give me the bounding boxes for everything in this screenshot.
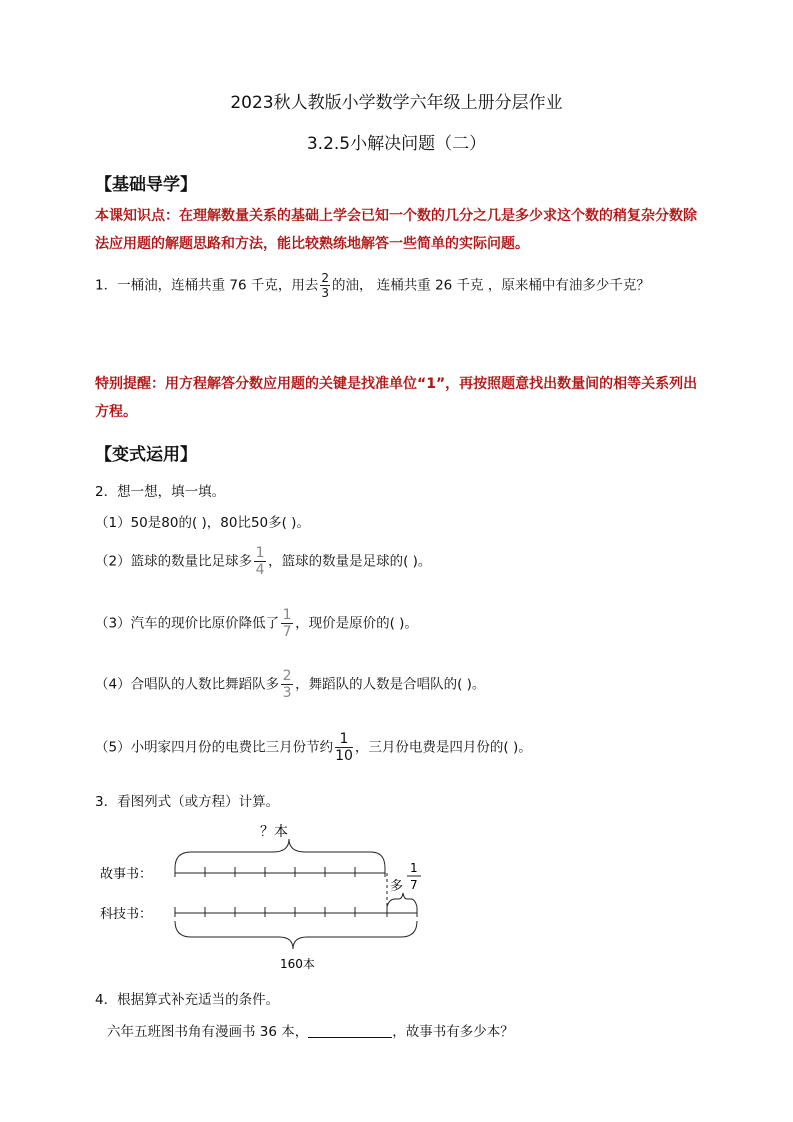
question-4-text-pre: 六年五班图书角有漫画书 36 本，: [107, 1024, 309, 1040]
section-heading-basic: 【基础导学】: [95, 175, 197, 195]
question-2-item-1: （1）50是80的( )，80比50多( )。: [95, 515, 310, 531]
document-title: 2023秋人教版小学数学六年级上册分层作业: [230, 93, 563, 113]
bottom-brace: [175, 921, 417, 949]
total-books-label: 160本: [280, 957, 315, 971]
item-text-pre: （5）小明家四月份的电费比三月份节约: [95, 739, 334, 756]
answer-blank[interactable]: [308, 1037, 392, 1038]
fraction-denominator: 7: [282, 624, 292, 640]
more-label: 多: [390, 879, 404, 894]
question-2-item-2: [95, 546, 431, 577]
knowledge-point-text: 本课知识点：在理解数量关系的基础上学会已知一个数的几分之几是多少求这个数的稍复杂分数除法应用题的解题思路和方法，能比较熟练地解答一些简单的实际问题。: [95, 208, 697, 252]
section-heading-variant: 【变式运用】: [95, 445, 197, 465]
question-3-stem: 3．看图列式（或方程）计算。: [95, 794, 280, 810]
fraction-numerator: 1: [255, 545, 265, 561]
fraction-numerator: 2: [321, 271, 329, 285]
fraction-two-thirds: [281, 669, 293, 700]
document-subtitle: 3.2.5小解决问题（二）: [306, 134, 487, 154]
item-text-post: ，篮球的数量是足球的( )。: [268, 553, 432, 570]
fraction-denominator: 3: [282, 685, 292, 701]
question-1-text-b: 的油， 连桶共重 26 千克 ，原来桶中有油多少千克？: [332, 277, 650, 294]
story-books-ticks: [175, 867, 385, 877]
fraction-numerator: 1: [282, 607, 292, 623]
item-text-post: ，舞蹈队的人数是合唱队的( )。: [295, 676, 486, 693]
small-brace: [387, 893, 417, 907]
unknown-books-label: ？本: [260, 824, 288, 840]
fraction-one-tenth: [335, 732, 353, 763]
question-4-line: [107, 1020, 514, 1040]
question-2-item-3: [95, 608, 418, 639]
question-2-item-5: [95, 732, 532, 763]
fraction-one-quarter: [254, 546, 266, 577]
fraction-numerator: 2: [282, 668, 292, 684]
segment-diagram: [95, 815, 455, 980]
story-books-label: 故事书：: [100, 867, 153, 882]
fraction-one-seventh: [281, 608, 293, 639]
top-brace: [175, 839, 385, 868]
question-2-stem: 2．想一想，填一填。: [95, 484, 226, 500]
fraction-two-thirds: [320, 272, 330, 299]
more-fraction-denominator: 7: [410, 878, 418, 892]
question-1: [95, 272, 650, 299]
question-1-text-a: 1．一桶油，连桶共重 76 千克，用去: [95, 277, 319, 294]
question-2-item-4: [95, 669, 485, 700]
fraction-denominator: 10: [335, 748, 353, 764]
science-books-ticks: [175, 907, 417, 917]
fraction-numerator: 1: [339, 731, 349, 747]
science-books-label: 科技书：: [100, 907, 153, 922]
item-text-pre: （2）篮球的数量比足球多: [95, 553, 253, 570]
item-text-post: ，现价是原价的( )。: [295, 615, 418, 632]
item-text-pre: （3）汽车的现价比原价降低了: [95, 615, 280, 632]
fraction-denominator: 4: [255, 562, 265, 578]
item-text-post: ，三月份电费是四月份的( )。: [354, 739, 532, 756]
item-text-pre: （4）合唱队的人数比舞蹈队多: [95, 676, 280, 693]
special-tip-text: 特别提醒：用方程解答分数应用题的关键是找准单位“1”，再按照题意找出数量间的相等关系列出方程。: [95, 376, 698, 420]
question-4-text-post: ，故事书有多少本？: [392, 1024, 514, 1040]
question-4-stem: 4．根据算式补充适当的条件。: [95, 992, 280, 1008]
more-fraction-numerator: 1: [410, 861, 418, 875]
fraction-denominator: 3: [321, 286, 329, 300]
